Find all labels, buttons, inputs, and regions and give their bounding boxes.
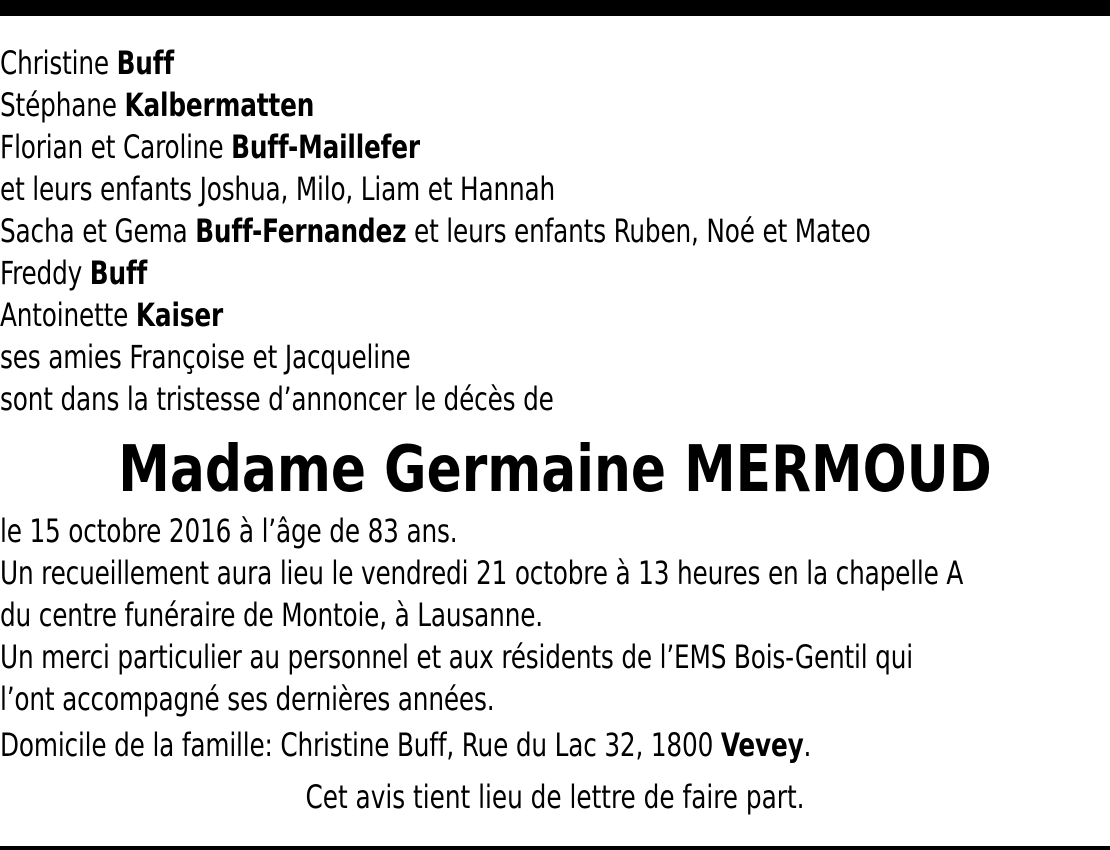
- mourner-line: Stéphane Kalbermatten: [0, 86, 315, 124]
- notice-details: [0, 510, 1110, 720]
- detail-line: le 15 octobre 2016 à l’âge de 83 ans.: [0, 512, 458, 550]
- mourner-line: Christine Buff: [0, 44, 174, 82]
- top-rule: [0, 0, 1110, 16]
- mourners-list: [0, 42, 1110, 420]
- mourner-line: et leurs enfants Joshua, Milo, Liam et Hannah: [0, 170, 556, 208]
- detail-line: Un recueillement aura lieu le vendredi 21 octobre à 13 heures en la chapelle A: [0, 554, 964, 592]
- closing-note: Cet avis tient lieu de lettre de faire part.: [305, 778, 805, 816]
- mourner-line: Freddy Buff: [0, 254, 148, 292]
- mourner-line: ses amies Françoise et Jacqueline: [0, 338, 411, 376]
- announcement-line: sont dans la tristesse d’annoncer le décès de: [0, 380, 554, 418]
- detail-line: l’ont accompagné ses dernières années.: [0, 680, 495, 718]
- mourner-line: Sacha et Gema Buff-Fernandez et leurs enfants Ruben, Noé et Mateo: [0, 212, 871, 250]
- mourner-line: Antoinette Kaiser: [0, 296, 224, 334]
- detail-line: Un merci particulier au personnel et aux résidents de l’EMS Bois-Gentil qui: [0, 638, 913, 676]
- bottom-rule: [0, 846, 1110, 850]
- death-notice: [0, 42, 1110, 818]
- deceased-name: Madame Germaine MERMOUD: [118, 433, 992, 507]
- detail-line: du centre funéraire de Montoie, à Lausanne.: [0, 596, 543, 634]
- mourner-line: Florian et Caroline Buff-Maillefer: [0, 128, 420, 166]
- family-domicile: Domicile de la famille: Christine Buff, Rue du Lac 32, 1800 Vevey.: [0, 726, 812, 764]
